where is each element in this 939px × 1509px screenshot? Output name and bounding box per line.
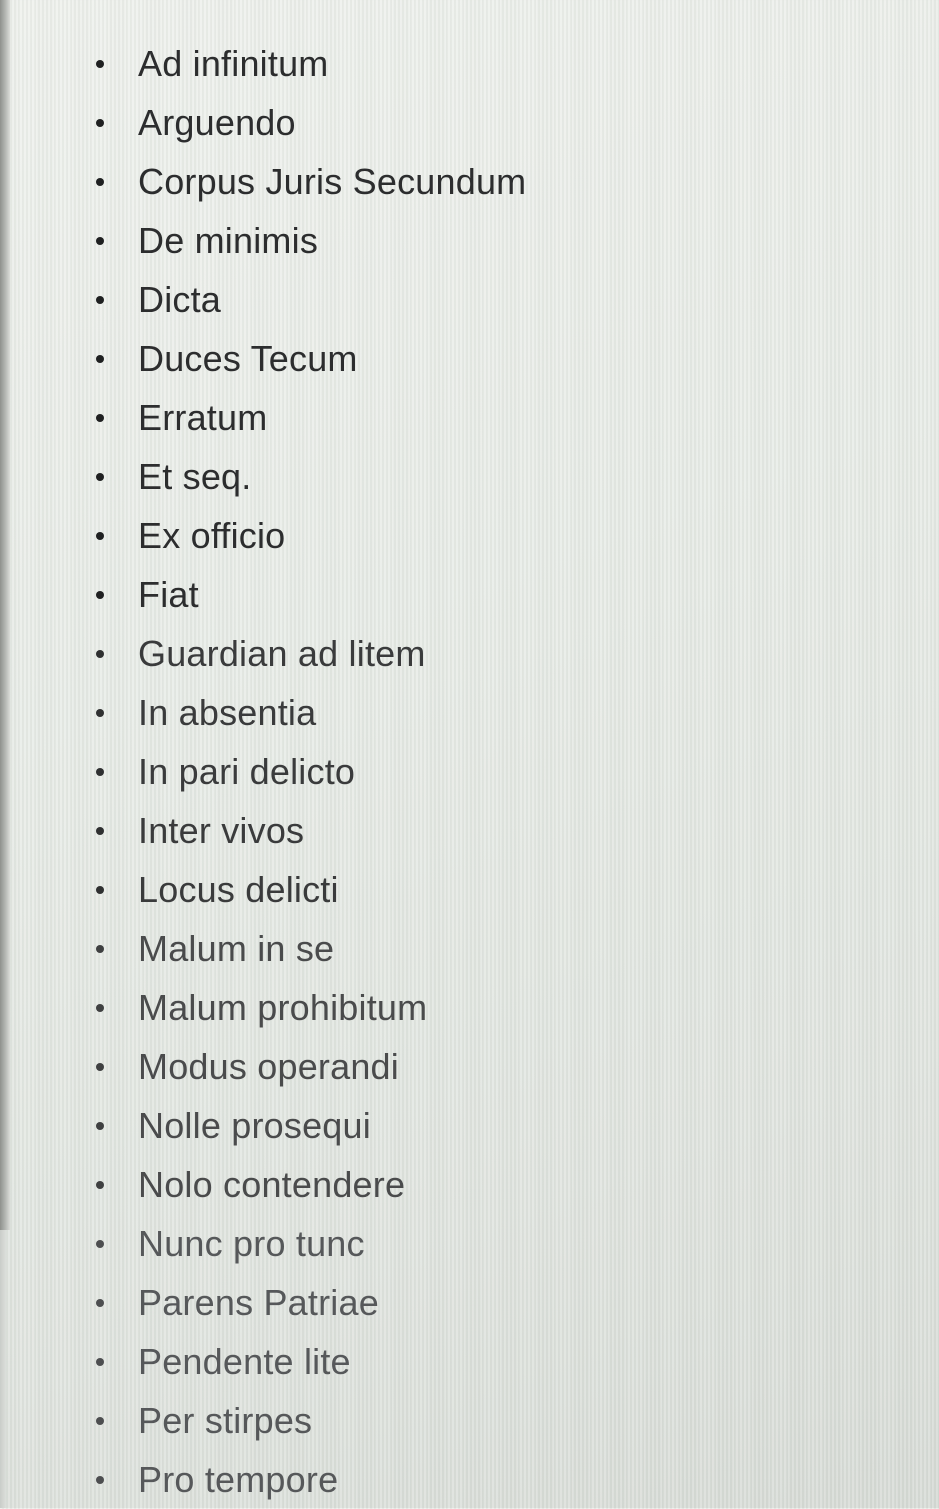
list-item bbox=[96, 683, 526, 742]
list-item-label: Nolle prosequi bbox=[138, 1104, 371, 1146]
list-item bbox=[96, 1450, 526, 1509]
list-item bbox=[96, 919, 526, 978]
list-item-label: Locus delicti bbox=[138, 868, 339, 910]
list-item bbox=[96, 1096, 526, 1155]
list-item bbox=[96, 270, 526, 329]
list-item bbox=[96, 388, 526, 447]
list-item-label: Erratum bbox=[138, 396, 268, 438]
bullet-icon bbox=[96, 355, 104, 363]
list-item-label: De minimis bbox=[138, 219, 319, 261]
list-item-label: Malum prohibitum bbox=[138, 986, 428, 1028]
list-item-label: Malum in se bbox=[138, 927, 335, 969]
list-item bbox=[96, 860, 526, 919]
list-item-label: Parens Patriae bbox=[138, 1281, 379, 1323]
bullet-icon bbox=[96, 60, 104, 68]
list-item bbox=[96, 93, 526, 152]
list-item bbox=[96, 152, 526, 211]
list-item-label: Corpus Juris Secundum bbox=[138, 160, 527, 202]
list-item-label: Et seq. bbox=[138, 455, 252, 497]
bullet-icon bbox=[96, 1417, 104, 1425]
list-item-label: Inter vivos bbox=[138, 809, 305, 851]
list-item bbox=[96, 624, 526, 683]
bullet-icon bbox=[96, 296, 104, 304]
list-item bbox=[96, 34, 526, 93]
bullet-icon bbox=[96, 591, 104, 599]
list-item-label: Ad infinitum bbox=[138, 42, 329, 84]
list-item-label: Fiat bbox=[138, 573, 199, 615]
bullet-icon bbox=[96, 119, 104, 127]
legal-terms-list bbox=[96, 34, 526, 1509]
bullet-icon bbox=[96, 1181, 104, 1189]
list-item bbox=[96, 1332, 526, 1391]
bullet-icon bbox=[96, 1299, 104, 1307]
left-bezel bbox=[0, 0, 10, 1230]
list-item bbox=[96, 1273, 526, 1332]
bullet-icon bbox=[96, 1063, 104, 1071]
bullet-icon bbox=[96, 532, 104, 540]
bullet-icon bbox=[96, 237, 104, 245]
list-item bbox=[96, 742, 526, 801]
list-item-label: Per stirpes bbox=[138, 1399, 313, 1441]
list-item-label: Nunc pro tunc bbox=[138, 1222, 365, 1264]
list-item bbox=[96, 1037, 526, 1096]
bullet-icon bbox=[96, 709, 104, 717]
list-item-label: Guardian ad litem bbox=[138, 632, 426, 674]
list-item bbox=[96, 1155, 526, 1214]
list-item bbox=[96, 1214, 526, 1273]
bullet-icon bbox=[96, 1476, 104, 1484]
list-item-label: Nolo contendere bbox=[138, 1163, 406, 1205]
list-item-label: Pendente lite bbox=[138, 1340, 351, 1382]
bullet-icon bbox=[96, 1122, 104, 1130]
list-item-label: Duces Tecum bbox=[138, 337, 358, 379]
list-item bbox=[96, 565, 526, 624]
list-item bbox=[96, 211, 526, 270]
list-item-label: In absentia bbox=[138, 691, 317, 733]
list-item bbox=[96, 329, 526, 388]
list-item bbox=[96, 801, 526, 860]
bullet-icon bbox=[96, 473, 104, 481]
list-item-label: Dicta bbox=[138, 278, 222, 320]
bullet-icon bbox=[96, 945, 104, 953]
list-item bbox=[96, 447, 526, 506]
list-item bbox=[96, 978, 526, 1037]
list-item bbox=[96, 1391, 526, 1450]
list-item-label: Modus operandi bbox=[138, 1045, 399, 1087]
list-item bbox=[96, 506, 526, 565]
bullet-icon bbox=[96, 1240, 104, 1248]
bullet-icon bbox=[96, 1358, 104, 1366]
bullet-icon bbox=[96, 1004, 104, 1012]
bullet-icon bbox=[96, 886, 104, 894]
list-item-label: In pari delicto bbox=[138, 750, 356, 792]
bullet-icon bbox=[96, 768, 104, 776]
bullet-icon bbox=[96, 414, 104, 422]
list-item-label: Pro tempore bbox=[138, 1458, 339, 1500]
list-item-label: Ex officio bbox=[138, 514, 286, 556]
bullet-icon bbox=[96, 178, 104, 186]
bullet-icon bbox=[96, 650, 104, 658]
list-item-label: Arguendo bbox=[138, 101, 296, 143]
left-bezel-lower bbox=[0, 1230, 6, 1508]
bullet-icon bbox=[96, 827, 104, 835]
